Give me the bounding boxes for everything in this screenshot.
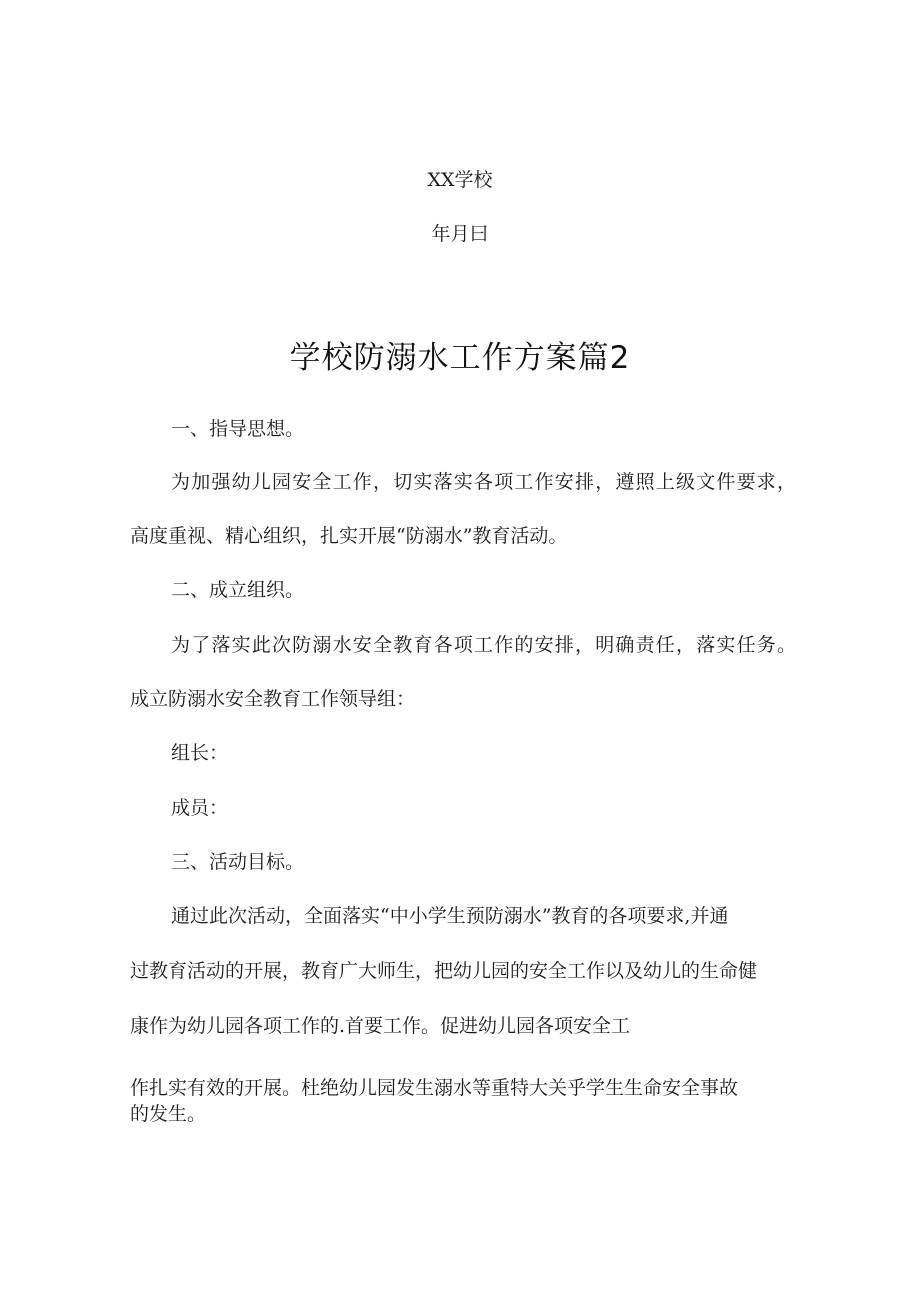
section-2-paragraph-line-2: 成立防溺水安全教育工作领导组：: [130, 688, 416, 710]
section-3-paragraph-line-2: 过教育活动的开展，教育广大师生，把幼儿园的安全工作以及幼儿的生命健: [130, 960, 758, 982]
section-3-paragraph-line-4: 作扎实有效的开展。杜绝幼儿园发生溺水等重特大关乎学生生命安全事故: [130, 1077, 739, 1099]
section-3-paragraph-line-1: 通过此次活动，全面落实“中小学生预防溺水”教育的各项要求,并通: [171, 905, 729, 927]
section-3-heading: 三、活动目标。: [171, 851, 305, 873]
section-1-heading: 一、指导思想。: [171, 418, 305, 440]
section-3-paragraph-line-3: 康作为幼儿园各项工作的.首要工作。促进幼儿园各项安全工: [130, 1015, 631, 1037]
page-title: 学校防溺水工作方案篇2: [289, 340, 631, 376]
section-2-heading: 二、成立组织。: [171, 579, 305, 601]
date-line: 年月曰: [431, 223, 489, 245]
section-2-paragraph-line-1: 为了落实此次防溺水安全教育各项工作的安排，明确责任，落实任务。: [171, 634, 798, 656]
leader-label: 组长：: [171, 742, 229, 764]
school-name: XX学校: [427, 169, 493, 191]
section-1-paragraph-line-1: 为加强幼儿园安全工作，切实落实各项工作安排，遵照上级文件要求，: [171, 471, 798, 493]
section-1-paragraph-line-2: 高度重视、精心组织，扎实开展“防溺水”教育活动。: [130, 525, 568, 547]
members-label: 成员：: [171, 797, 229, 819]
section-3-paragraph-line-5: 的发生。: [130, 1103, 207, 1125]
